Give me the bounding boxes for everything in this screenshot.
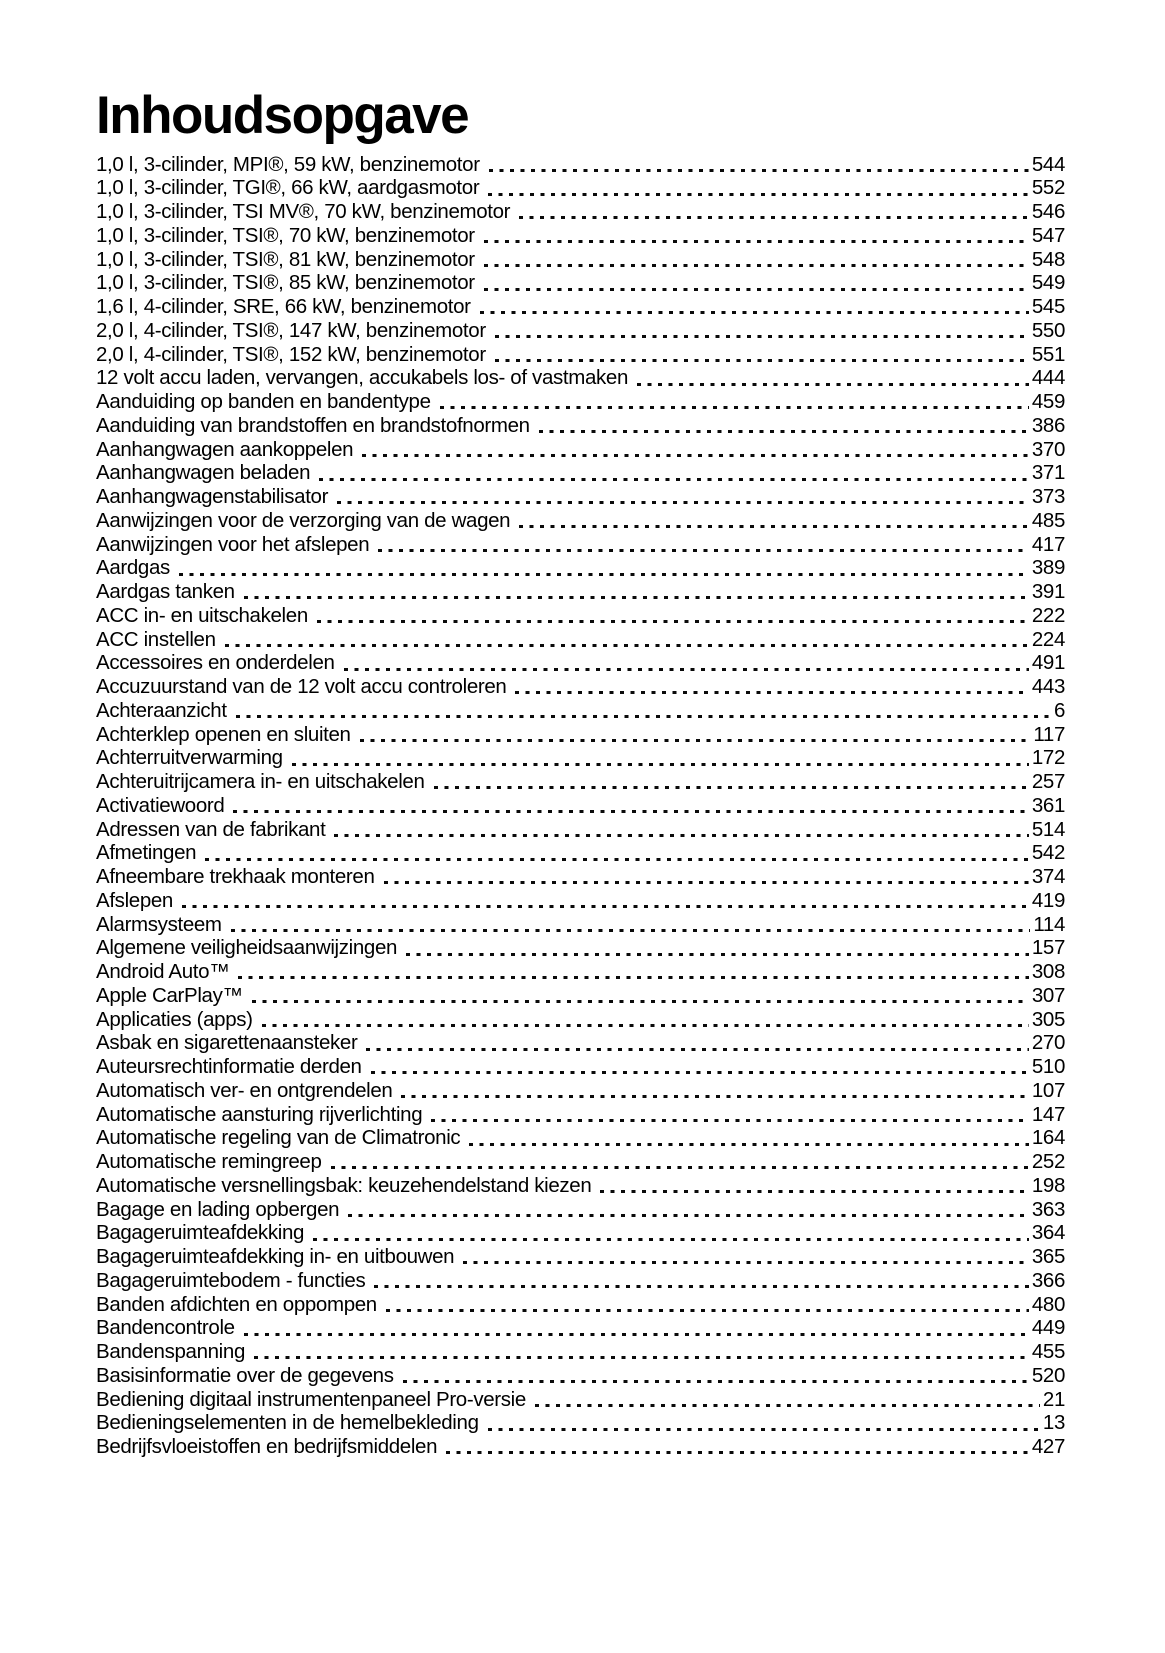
toc-entry-title: Afmetingen	[96, 841, 197, 865]
toc-entry-page-number: 157	[1031, 936, 1065, 960]
dot-leader	[362, 454, 1029, 457]
toc-entry-title: Alarmsysteem	[96, 912, 222, 936]
toc-entry[interactable]	[96, 794, 1065, 818]
toc-entry-title: Automatische regeling van de Climatronic	[96, 1126, 461, 1150]
toc-entry-title: 1,0 l, 3-cilinder, TGI®, 66 kW, aardgasmotor	[96, 176, 480, 200]
toc-entry-page-number: 164	[1031, 1126, 1065, 1150]
dot-leader	[600, 1190, 1028, 1193]
toc-entry[interactable]	[96, 723, 1065, 747]
dot-leader	[406, 953, 1029, 956]
toc-entry-page-number: 485	[1031, 508, 1065, 532]
dot-leader	[484, 240, 1029, 243]
toc-entry-page-number: 374	[1031, 865, 1065, 889]
toc-entry-title: Automatische remingreep	[96, 1150, 322, 1174]
toc-entry-page-number: 491	[1031, 651, 1065, 675]
toc-entry-page-number: 371	[1031, 461, 1065, 485]
toc-entry-page-number: 363	[1031, 1197, 1065, 1221]
toc-entry[interactable]	[96, 414, 1065, 438]
toc-entry-page-number: 514	[1031, 817, 1065, 841]
toc-entry-page-number: 417	[1031, 532, 1065, 556]
toc-entry-page-number: 308	[1031, 960, 1065, 984]
toc-entry[interactable]	[96, 509, 1065, 533]
toc-entry-title: Bandenspanning	[96, 1340, 245, 1364]
toc-entry[interactable]	[96, 1388, 1065, 1412]
toc-entry-page-number: 198	[1031, 1173, 1065, 1197]
toc-entry[interactable]	[96, 271, 1065, 295]
toc-entry-title: Bagageruimteafdekking	[96, 1221, 305, 1245]
toc-entry[interactable]	[96, 936, 1065, 960]
toc-entry-title: Aanwijzingen voor het afslepen	[96, 532, 370, 556]
dot-leader	[480, 311, 1029, 314]
toc-entry-page-number: 549	[1031, 271, 1065, 295]
toc-entry-title: Accuzuurstand van de 12 volt accu controleren	[96, 675, 507, 699]
dot-leader	[495, 359, 1029, 362]
toc-entry[interactable]	[96, 1221, 1065, 1245]
toc-entry[interactable]	[96, 1126, 1065, 1150]
toc-entry-title: ACC instellen	[96, 627, 216, 651]
toc-entry-page-number: 547	[1031, 223, 1065, 247]
toc-entry[interactable]	[96, 1269, 1065, 1293]
toc-entry-page-number: 419	[1031, 888, 1065, 912]
toc-entry-page-number: 449	[1031, 1316, 1065, 1340]
toc-entry[interactable]	[96, 699, 1065, 723]
dot-leader	[231, 929, 1031, 932]
toc-entry-title: Android Auto™	[96, 960, 230, 984]
toc-entry[interactable]	[96, 1079, 1065, 1103]
dot-leader	[313, 1238, 1029, 1241]
toc-entry-title: Afneembare trekhaak monteren	[96, 865, 375, 889]
toc-entry-title: Activatiewoord	[96, 793, 225, 817]
toc-entry-title: Banden afdichten en oppompen	[96, 1292, 377, 1316]
toc-entry-title: Aanduiding van brandstoffen en brandstofnormen	[96, 413, 530, 437]
toc-entry-title: Bedrijfsvloeistoffen en bedrijfsmiddelen	[96, 1435, 438, 1459]
dot-leader	[403, 1380, 1029, 1383]
toc-entry-title: 1,0 l, 3-cilinder, MPI®, 59 kW, benzinemotor	[96, 152, 480, 176]
toc-entry-page-number: 459	[1031, 390, 1065, 414]
toc-entry-page-number: 365	[1031, 1245, 1065, 1269]
dot-leader	[344, 668, 1029, 671]
dot-leader	[205, 858, 1029, 861]
toc-entry-page-number: 364	[1031, 1221, 1065, 1245]
dot-leader	[515, 691, 1028, 694]
dot-leader	[292, 763, 1029, 766]
toc-entry[interactable]	[96, 1198, 1065, 1222]
toc-entry[interactable]	[96, 604, 1065, 628]
dot-leader	[238, 976, 1028, 979]
dot-leader	[337, 501, 1029, 504]
toc-entry-page-number: 545	[1031, 295, 1065, 319]
toc-entry[interactable]	[96, 1316, 1065, 1340]
toc-entry[interactable]	[96, 248, 1065, 272]
dot-leader	[484, 264, 1029, 267]
toc-entry[interactable]	[96, 1435, 1065, 1459]
toc-entry-title: Achteraanzicht	[96, 698, 227, 722]
toc-entry-title: Afslepen	[96, 888, 173, 912]
toc-entry-page-number: 552	[1031, 176, 1065, 200]
toc-entry-title: Aanduiding op banden en bandentype	[96, 390, 431, 414]
dot-leader	[637, 383, 1029, 386]
dot-leader	[535, 1404, 1040, 1407]
toc-entry[interactable]	[96, 1293, 1065, 1317]
toc-entry[interactable]	[96, 1055, 1065, 1079]
toc-entry-title: 2,0 l, 4-cilinder, TSI®, 147 kW, benzinemotor	[96, 318, 486, 342]
toc-entry-title: ACC in- en uitschakelen	[96, 603, 308, 627]
dot-leader	[262, 1024, 1029, 1027]
toc-entry-page-number: 455	[1031, 1340, 1065, 1364]
dot-leader	[386, 1309, 1029, 1312]
toc-entry[interactable]	[96, 533, 1065, 557]
toc-entry-title: Asbak en sigarettenaansteker	[96, 1031, 358, 1055]
toc-entry-page-number: 386	[1031, 413, 1065, 437]
dot-leader	[434, 786, 1029, 789]
toc-entry[interactable]	[96, 556, 1065, 580]
toc-entry-title: Adressen van de fabrikant	[96, 817, 326, 841]
toc-entry-page-number: 373	[1031, 485, 1065, 509]
toc-entry-title: Bediening digitaal instrumentenpaneel Pro-versie	[96, 1387, 526, 1411]
dot-leader	[374, 1285, 1028, 1288]
toc-entry[interactable]	[96, 865, 1065, 889]
dot-leader	[440, 406, 1029, 409]
dot-leader	[179, 573, 1029, 576]
toc-entry-title: 12 volt accu laden, vervangen, accukabels los- of vastmaken	[96, 366, 629, 390]
dot-leader	[446, 1451, 1029, 1454]
toc-entry[interactable]	[96, 960, 1065, 984]
dot-leader	[519, 525, 1029, 528]
dot-leader	[401, 1095, 1028, 1098]
toc-entry-page-number: 480	[1031, 1292, 1065, 1316]
toc-entry[interactable]	[96, 1364, 1065, 1388]
toc-entry-title: Bagage en lading opbergen	[96, 1197, 340, 1221]
toc-entry[interactable]	[96, 746, 1065, 770]
toc-entry-title: Aanhangwagen aankoppelen	[96, 437, 354, 461]
toc-entry-page-number: 252	[1031, 1150, 1065, 1174]
toc-entry-title: Achterklep openen en sluiten	[96, 722, 351, 746]
toc-entry-title: Aanhangwagen beladen	[96, 461, 311, 485]
toc-entry-page-number: 370	[1031, 437, 1065, 461]
toc-list	[96, 153, 1065, 1459]
toc-entry-page-number: 548	[1031, 247, 1065, 271]
toc-entry[interactable]	[96, 343, 1065, 367]
toc-entry-title: Automatisch ver- en ontgrendelen	[96, 1078, 393, 1102]
toc-entry[interactable]	[96, 841, 1065, 865]
toc-entry-title: 2,0 l, 4-cilinder, TSI®, 152 kW, benzinemotor	[96, 342, 486, 366]
toc-entry-title: Achteruitrijcamera in- en uitschakelen	[96, 770, 425, 794]
dot-leader	[360, 739, 1031, 742]
toc-entry[interactable]	[96, 485, 1065, 509]
toc-entry-page-number: 117	[1033, 722, 1065, 746]
toc-entry-title: Aanwijzingen voor de verzorging van de wagen	[96, 508, 511, 532]
toc-entry-page-number: 427	[1031, 1435, 1065, 1459]
toc-entry[interactable]	[96, 366, 1065, 390]
dot-leader	[334, 834, 1028, 837]
toc-entry-title: Aardgas	[96, 556, 170, 580]
toc-entry-title: Achterruitverwarming	[96, 746, 283, 770]
toc-entry-title: Auteursrechtinformatie derden	[96, 1055, 362, 1079]
toc-entry-title: 1,6 l, 4-cilinder, SRE, 66 kW, benzinemotor	[96, 295, 471, 319]
toc-entry-title: 1,0 l, 3-cilinder, TSI®, 85 kW, benzinemotor	[96, 271, 475, 295]
toc-entry[interactable]	[96, 1411, 1065, 1435]
toc-entry-page-number: 510	[1031, 1055, 1065, 1079]
toc-entry-page-number: 551	[1031, 342, 1065, 366]
dot-leader	[539, 430, 1029, 433]
toc-entry-page-number: 391	[1031, 580, 1065, 604]
toc-entry[interactable]	[96, 176, 1065, 200]
toc-entry-title: Bagageruimtebodem - functies	[96, 1268, 366, 1292]
toc-entry[interactable]	[96, 651, 1065, 675]
toc-entry-page-number: 546	[1031, 200, 1065, 224]
toc-entry[interactable]	[96, 1150, 1065, 1174]
toc-entry-page-number: 257	[1031, 770, 1065, 794]
toc-entry[interactable]	[96, 461, 1065, 485]
toc-entry-page-number: 6	[1053, 698, 1065, 722]
dot-leader	[244, 596, 1029, 599]
toc-entry-page-number: 307	[1031, 983, 1065, 1007]
toc-entry-title: 1,0 l, 3-cilinder, TSI®, 81 kW, benzinemotor	[96, 247, 475, 271]
toc-entry-page-number: 147	[1031, 1102, 1065, 1126]
toc-entry[interactable]	[96, 913, 1065, 937]
toc-entry-page-number: 389	[1031, 556, 1065, 580]
toc-entry[interactable]	[96, 1103, 1065, 1127]
toc-entry-title: Applicaties (apps)	[96, 1007, 253, 1031]
toc-entry-title: Basisinformatie over de gegevens	[96, 1363, 394, 1387]
dot-leader	[225, 644, 1029, 647]
toc-entry-title: Accessoires en onderdelen	[96, 651, 335, 675]
toc-entry-title: 1,0 l, 3-cilinder, TSI MV®, 70 kW, benzinemotor	[96, 200, 511, 224]
toc-entry-title: Bandencontrole	[96, 1316, 235, 1340]
toc-entry-title: Bagageruimteafdekking in- en uitbouwen	[96, 1245, 455, 1269]
toc-entry-page-number: 13	[1042, 1411, 1065, 1435]
dot-leader	[317, 620, 1029, 623]
toc-entry-page-number: 366	[1031, 1268, 1065, 1292]
toc-entry[interactable]	[96, 224, 1065, 248]
dot-leader	[348, 1214, 1029, 1217]
toc-entry-page-number: 305	[1031, 1007, 1065, 1031]
toc-entry-page-number: 444	[1031, 366, 1065, 390]
toc-entry[interactable]	[96, 818, 1065, 842]
dot-leader	[233, 810, 1028, 813]
dot-leader	[252, 1000, 1029, 1003]
toc-entry[interactable]	[96, 200, 1065, 224]
toc-entry[interactable]	[96, 153, 1065, 177]
toc-entry[interactable]	[96, 1340, 1065, 1364]
toc-entry-title: Automatische aansturing rijverlichting	[96, 1102, 423, 1126]
dot-leader	[488, 193, 1029, 196]
dot-leader	[484, 288, 1029, 291]
toc-entry[interactable]	[96, 580, 1065, 604]
dot-leader	[495, 335, 1029, 338]
toc-entry-title: 1,0 l, 3-cilinder, TSI®, 70 kW, benzinemotor	[96, 223, 475, 247]
toc-entry[interactable]	[96, 319, 1065, 343]
toc-entry-title: Aardgas tanken	[96, 580, 235, 604]
dot-leader	[431, 1119, 1029, 1122]
toc-entry-title: Aanhangwagenstabilisator	[96, 485, 329, 509]
toc-entry-page-number: 224	[1031, 627, 1065, 651]
toc-entry[interactable]	[96, 1031, 1065, 1055]
toc-entry-page-number: 443	[1031, 675, 1065, 699]
dot-leader	[463, 1261, 1029, 1264]
toc-entry[interactable]	[96, 628, 1065, 652]
dot-leader	[384, 881, 1029, 884]
toc-entry-page-number: 114	[1033, 912, 1065, 936]
dot-leader	[488, 1428, 1040, 1431]
toc-entry[interactable]	[96, 390, 1065, 414]
toc-entry-page-number: 542	[1031, 841, 1065, 865]
toc-entry[interactable]	[96, 984, 1065, 1008]
dot-leader	[244, 1333, 1029, 1336]
dot-leader	[182, 905, 1029, 908]
toc-entry[interactable]	[96, 770, 1065, 794]
dot-leader	[371, 1071, 1029, 1074]
toc-entry[interactable]	[96, 438, 1065, 462]
toc-entry[interactable]	[96, 295, 1065, 319]
toc-entry-title: Automatische versnellingsbak: keuzehendelstand kiezen	[96, 1173, 592, 1197]
toc-entry-title: Bedieningselementen in de hemelbekleding	[96, 1411, 479, 1435]
dot-leader	[519, 216, 1029, 219]
dot-leader	[489, 169, 1029, 172]
toc-entry[interactable]	[96, 889, 1065, 913]
toc-entry-page-number: 172	[1031, 746, 1065, 770]
dot-leader	[319, 478, 1029, 481]
toc-entry-page-number: 361	[1031, 793, 1065, 817]
toc-entry-title: Algemene veiligheidsaanwijzingen	[96, 936, 398, 960]
toc-entry-page-number: 550	[1031, 318, 1065, 342]
toc-entry-page-number: 222	[1031, 603, 1065, 627]
toc-entry[interactable]	[96, 675, 1065, 699]
dot-leader	[378, 549, 1029, 552]
toc-entry-title: Apple CarPlay™	[96, 983, 243, 1007]
toc-entry[interactable]	[96, 1008, 1065, 1032]
dot-leader	[331, 1166, 1029, 1169]
toc-entry-page-number: 270	[1031, 1031, 1065, 1055]
dot-leader	[236, 715, 1051, 718]
page-title: Inhoudsopgave	[96, 86, 469, 145]
toc-entry-page-number: 544	[1031, 152, 1065, 176]
toc-entry[interactable]	[96, 1245, 1065, 1269]
toc-entry-page-number: 107	[1031, 1078, 1065, 1102]
toc-entry-page-number: 21	[1042, 1387, 1065, 1411]
toc-entry-page-number: 520	[1031, 1363, 1065, 1387]
dot-leader	[469, 1143, 1029, 1146]
toc-entry[interactable]	[96, 1174, 1065, 1198]
dot-leader	[254, 1356, 1029, 1359]
dot-leader	[366, 1048, 1028, 1051]
